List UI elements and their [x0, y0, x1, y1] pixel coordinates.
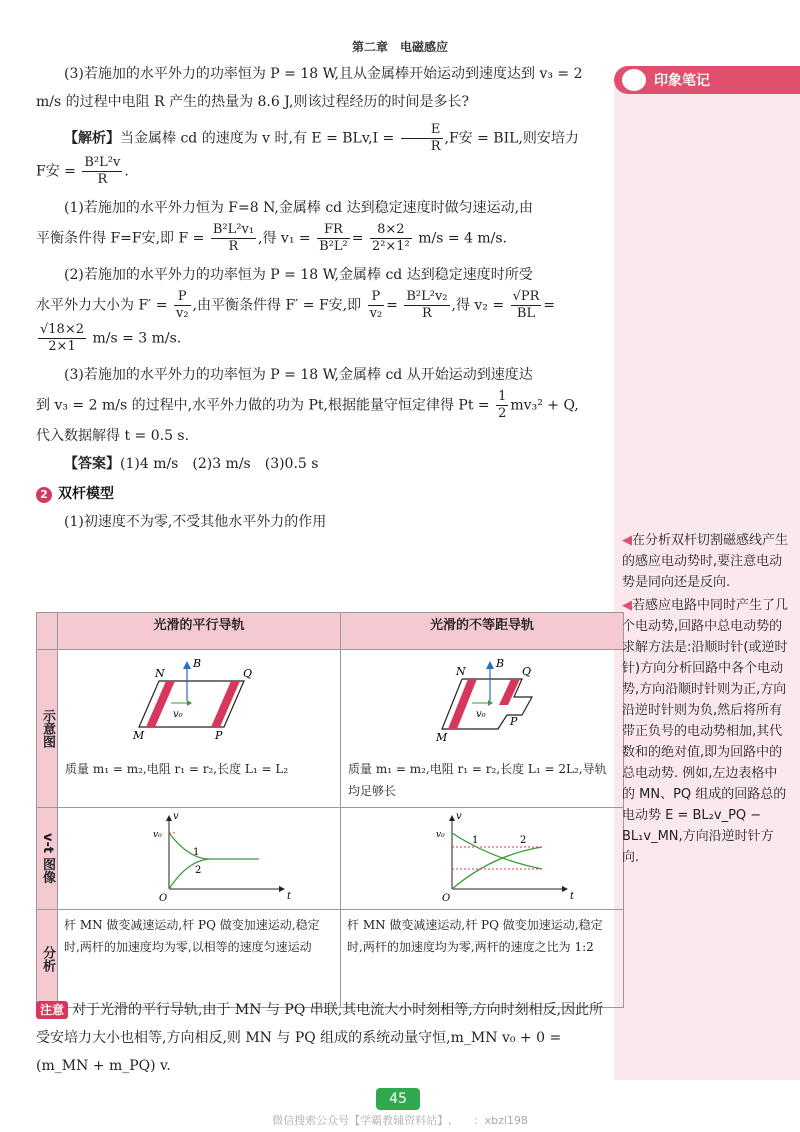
- label-B: B: [193, 657, 202, 670]
- label-Q: Q: [522, 665, 532, 678]
- fraction: [38, 322, 86, 355]
- den: R: [422, 306, 432, 321]
- triangle-icon: ◀: [622, 598, 632, 613]
- label-B: B: [496, 657, 505, 670]
- curve-2: 2: [520, 835, 527, 846]
- analysis-p2: (1)若施加的水平外力恒为 F=8 N,金属棒 cd 达到稳定速度时做匀速运动,由: [64, 200, 534, 216]
- axis-t: t: [570, 891, 575, 902]
- text: 当金属棒 cd 的速度为 v 时,有 E = BLv,I =: [120, 130, 395, 147]
- cell-parallel-vt: [58, 808, 341, 910]
- num: 8×2: [370, 222, 412, 239]
- note-text-1: 在分析双杆切割磁感线产生的感应电动势时,要注意电动势是同向还是反向.: [622, 533, 789, 590]
- parallel-vt-graph: [59, 809, 339, 905]
- num: 1: [498, 389, 507, 404]
- cell-unequal-diagram: [341, 650, 624, 808]
- parallel-caption: 质量 m₁ = m₂,电阻 r₁ = r₂,长度 L₁ = L₂: [65, 762, 289, 776]
- analysis-p4: (3)若施加的水平外力的功率恒为 P = 18 W,金属棒 cd 从开始运动到速度达: [64, 367, 533, 383]
- den: R: [228, 239, 239, 254]
- den: 2: [498, 406, 507, 421]
- answer-line: [36, 450, 606, 478]
- text: m/s = 3 m/s.: [92, 330, 182, 347]
- attention-text: 对于光滑的平行导轨,由于 MN 与 PQ 串联,其电流大小时刻相等,方向时刻相反,因此所受安培力大小也相等,方向相反,则 MN 与 PQ 组成的系统动量守恒,m_MN v₀ + 0 = (m_MN + m_PQ) v.: [36, 1002, 604, 1074]
- text: 水平外力大小为 F′ =: [36, 297, 168, 314]
- curve-1: 1: [193, 847, 200, 858]
- fraction: [496, 389, 508, 422]
- den: BL: [516, 306, 536, 321]
- den: v₂: [175, 306, 189, 321]
- row-label-vt: v-t 图像: [37, 808, 58, 910]
- attention-badge: 注意: [36, 1001, 68, 1019]
- analysis-p1-cont: F安 = $\frac{\text{B²L²v}}{R}$ .: [36, 155, 129, 187]
- label-Q: Q: [243, 667, 253, 680]
- comparison-table: [36, 612, 624, 1008]
- table-corner: [37, 613, 58, 650]
- fraction: [401, 122, 443, 155]
- text: ,得 v₂ =: [451, 297, 505, 314]
- triangle-icon: ◀: [622, 533, 632, 548]
- text: 到 v₃ = 2 m/s 的过程中,水平外力做的功为 Pt,根据能量守恒定律得 Pt =: [36, 397, 490, 414]
- fraction: [82, 155, 122, 188]
- label-v0: v₀: [476, 709, 486, 720]
- text: m/s = 4 m/s.: [418, 230, 507, 247]
- cell-parallel-diagram: [58, 650, 341, 808]
- cell-unequal-vt: [341, 808, 624, 910]
- label-v0: v₀: [153, 830, 162, 840]
- subsection-title: (1)初速度不为零,不受其他水平外力的作用: [64, 514, 327, 530]
- section-number: 2: [36, 487, 52, 503]
- analysis-p3: (2)若施加的水平外力的功率恒为 P = 18 W,金属棒 cd 达到稳定速度时所受: [64, 267, 533, 283]
- row-label-diagram: 示意图: [37, 650, 58, 808]
- unequal-rail-diagram: [342, 651, 622, 751]
- fraction: [404, 289, 449, 322]
- main-content: [36, 60, 606, 536]
- text: ,由平衡条件得 F′ = F安,即: [192, 297, 362, 314]
- origin: O: [159, 893, 168, 904]
- text: ,F安 = BIL,则安培力: [444, 130, 579, 147]
- axis-v: v: [173, 811, 179, 822]
- num: √PR: [512, 289, 540, 304]
- label-N: N: [155, 667, 165, 680]
- note-list: [622, 530, 790, 868]
- text: F安 =: [36, 163, 76, 180]
- note-item: [622, 530, 790, 593]
- label-M: M: [436, 731, 448, 744]
- unequal-caption: 质量 m₁ = m₂,电阻 r₁ = r₂,长度 L₁ = 2L₂,导轨均足够长: [348, 762, 607, 798]
- cell-parallel-analysis: 杆 MN 做变减速运动,杆 PQ 做变加速运动,稳定时,两杆的加速度均为零,以相等的速度匀速运动: [58, 910, 341, 1008]
- answer-text: (1)4 m/s (2)3 m/s (3)0.5 s: [120, 456, 319, 472]
- axis-t: t: [287, 891, 292, 902]
- curve-2: 2: [195, 865, 202, 876]
- text: mv₃² + Q,: [510, 397, 579, 414]
- axis-v: v: [456, 811, 462, 822]
- note-item: [622, 595, 790, 868]
- fraction: [174, 289, 191, 322]
- label-v0: v₀: [173, 709, 183, 720]
- analysis-p3-cont: 水平外力大小为 F′ = $\frac{P}{\text{v₂}}$ ,由平衡条件得 F′ = F安,即 $\frac{P}{\text{v₂}}$ = $\frac{\text{B²L²v₂}}{R}$ ,得 v₂ = $\frac{√PR}{BL}$ =: [36, 289, 556, 321]
- parallel-rail-diagram: [59, 651, 339, 751]
- num: P: [368, 289, 385, 306]
- origin: O: [442, 893, 451, 904]
- analysis-p1: [36, 122, 606, 155]
- label-P: P: [215, 729, 223, 742]
- attention-box: [36, 996, 608, 1080]
- num: FR: [317, 222, 350, 239]
- notes-title: 印象笔记: [654, 73, 710, 89]
- num: E: [401, 122, 443, 139]
- analysis-p3-result: [36, 322, 606, 355]
- table-header-unequal: 光滑的不等距导轨: [341, 613, 624, 650]
- question-3: (3)若施加的水平外力的功率恒为 P = 18 W,且从金属棒开始运动到速度达到 v₃ = 2 m/s 的过程中电阻 R 产生的热量为 8.6 J,则该过程经历的时间是多长?: [36, 66, 583, 110]
- curve-1: 1: [472, 835, 479, 846]
- den: R: [430, 139, 441, 154]
- section-title-text: 双杆模型: [58, 486, 114, 502]
- analysis-tag: 【解析】: [64, 130, 120, 147]
- num: B²L²v₁: [212, 222, 255, 237]
- chapter-header: 第二章 电磁感应: [351, 40, 448, 54]
- num: P: [174, 289, 191, 306]
- den: 2²×1²: [371, 239, 410, 254]
- label-M: M: [133, 729, 145, 742]
- note-text-2: 若感应电路中同时产生了几个电动势,回路中总电动势的求解方法是:沿顺时针(或逆时针)方向分析回路中各个电动势,方向沿顺时针则为正,方向沿逆时针则为负,然后将所有带正负号的电动势相加,其代数和的绝对值,即为回路中的总电动势. 例如,左边表格中的 MN、PQ 组成的回路总的电动势 E = BL₂v_PQ − BL₁v_MN,方向沿逆时针方向.: [622, 598, 789, 865]
- table-header-parallel: 光滑的平行导轨: [58, 613, 341, 650]
- elephant-icon: [622, 69, 646, 91]
- fraction: [368, 289, 385, 322]
- fraction: [317, 222, 350, 255]
- answer-tag: 【答案】: [64, 456, 120, 472]
- footer-watermark: 微信搜索公众号【学霸教辅资料站】, ：xbzl198: [272, 1114, 528, 1127]
- den: B²L²: [319, 239, 348, 254]
- section-title: [36, 480, 606, 508]
- label-N: N: [456, 665, 466, 678]
- cell-unequal-analysis: 杆 MN 做变减速运动,杆 PQ 做变加速运动,稳定时,两杆的加速度均为零,两杆的速度之比为 1:2: [341, 910, 624, 1008]
- analysis-p4-cont: [36, 389, 606, 422]
- analysis-p4-result: 代入数据解得 t = 0.5 s.: [36, 428, 190, 444]
- label-v0: v₀: [436, 830, 445, 840]
- den: v₂: [369, 306, 383, 321]
- fraction: [511, 289, 542, 322]
- den: R: [97, 172, 108, 187]
- row-label-analysis: 分析: [37, 910, 58, 1008]
- unequal-vt-graph: [342, 809, 622, 905]
- page-number: 45: [376, 1088, 420, 1110]
- notes-header: [614, 66, 800, 94]
- den: 2×1: [48, 339, 76, 354]
- num: B²L²v₂: [406, 289, 448, 304]
- fraction: [211, 222, 256, 255]
- num: √18×2: [40, 322, 84, 337]
- num: B²L²v: [84, 155, 121, 170]
- text: 平衡条件得 F=F安,即 F =: [36, 230, 205, 247]
- text: ,得 v₁ =: [258, 230, 311, 247]
- label-P: P: [510, 715, 518, 728]
- analysis-p2-cont: 平衡条件得 F=F安,即 F = $\frac{\text{B²L²v₁}}{R}$ ,得 v₁ = $\frac{FR}{\text{B²L²}}$ = $\frac{8\times 2}{\text{2²×1²}}$ m/s = 4 m/s.: [36, 222, 507, 254]
- fraction: [370, 222, 412, 255]
